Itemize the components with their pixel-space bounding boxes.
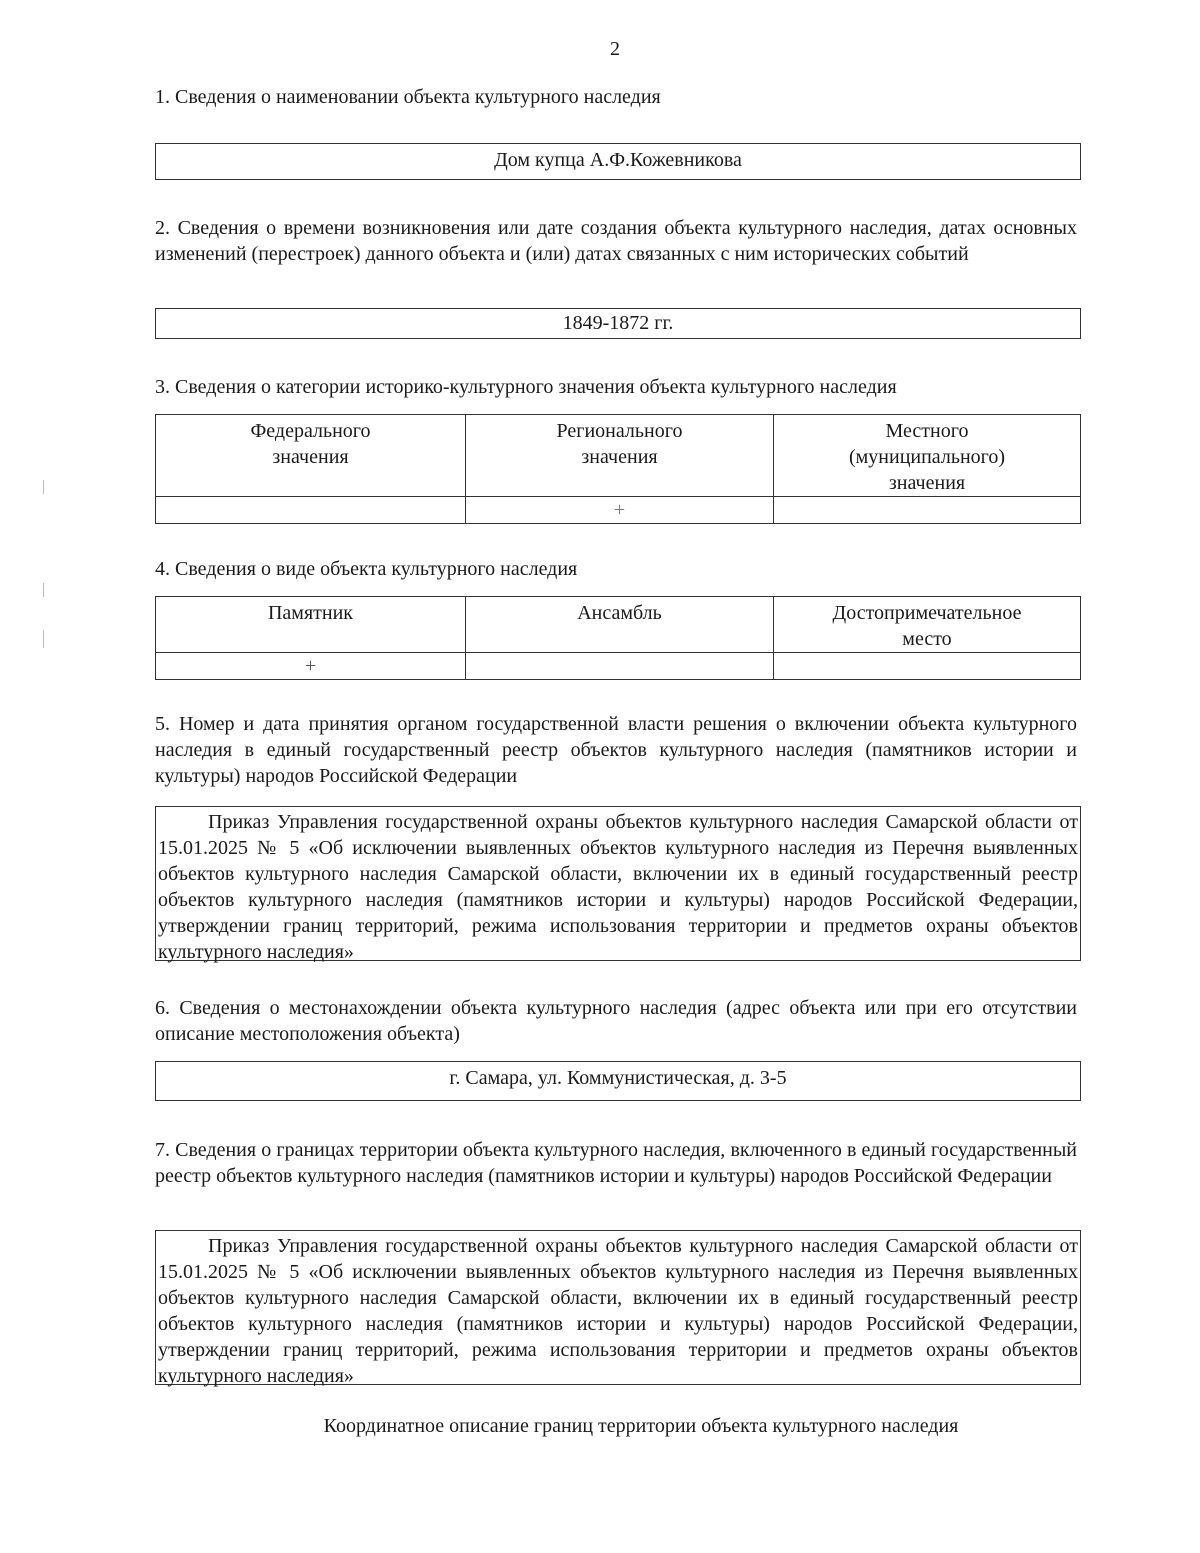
- registry-decision-text: Приказ Управления государственной охраны объектов культурного наследия Самарской области от 15.01.2025 № 5 «Об исключении выявленных объектов культурного наследия из Перечня выявленных объектов культурного наследия Самарской области, включении их в единый государственный реестр объектов культурного наследия (памятников истории и культуры) народов Российской Федерации, утверждении границ территорий, режима использования территории и предметов охраны объектов культурного наследия»: [158, 811, 1078, 963]
- margin-scan-mark: [43, 480, 44, 494]
- section-7-heading: 7. Сведения о границах территории объекта культурного наследия, включенного в единый государственный реестр объектов культурного наследия (памятников истории и культуры) народов Российской Федерации: [155, 1139, 1077, 1187]
- type-landmark-mark: [774, 653, 1081, 680]
- category-regional-header: Регионального значения: [466, 415, 774, 497]
- boundaries-decision-text: Приказ Управления государственной охраны объектов культурного наследия Самарской области от 15.01.2025 № 5 «Об исключении выявленных объектов культурного наследия из Перечня выявленных объектов культурного наследия Самарской области, включении их в единый государственный реестр объектов культурного наследия (памятников истории и культуры) народов Российской Федерации, утверждении границ территорий, режима использования территории и предметов охраны объектов культурного наследия»: [158, 1235, 1078, 1387]
- creation-dates: 1849-1872 гг.: [562, 312, 674, 334]
- type-ensemble-mark: [466, 653, 774, 680]
- section-6-value-box: [155, 1061, 1081, 1101]
- category-federal-mark: [156, 497, 466, 524]
- object-address: г. Самара, ул. Коммунистическая, д. 3-5: [449, 1067, 787, 1089]
- type-landmark-header: Достопримечательное место: [774, 597, 1081, 653]
- section-2-heading: 2. Сведения о времени возникновения или дате создания объекта культурного наследия, датах основных изменений (перестроек) данного объекта и (или) датах связанных с ним исторических событий: [155, 217, 1077, 265]
- coordinate-description-caption: Координатное описание границ территории объекта культурного наследия: [323, 1415, 959, 1437]
- object-type-table: [155, 596, 1081, 680]
- category-local-mark: [774, 497, 1081, 524]
- section-2-value-box: [155, 308, 1081, 339]
- category-federal-header: Федерального значения: [156, 415, 466, 497]
- type-monument-header: Памятник: [156, 597, 466, 653]
- page-number: 2: [610, 38, 620, 60]
- section-1-heading: 1. Сведения о наименовании объекта культурного наследия: [155, 86, 661, 108]
- margin-scan-mark: [43, 583, 44, 597]
- margin-scan-mark: [43, 630, 44, 648]
- section-5-heading: 5. Номер и дата принятия органом государственной власти решения о включении объекта культурного наследия в единый государственный реестр объектов культурного наследия (памятников истории и культуры) народов Российской Федерации: [155, 713, 1077, 787]
- section-6-heading: 6. Сведения о местонахождении объекта культурного наследия (адрес объекта или при его отсутствии описание местоположения объекта): [155, 997, 1077, 1045]
- section-7-value-box: [155, 1230, 1081, 1385]
- object-name: Дом купца А.Ф.Кожевникова: [494, 149, 742, 171]
- section-3-heading: 3. Сведения о категории историко-культурного значения объекта культурного наследия: [155, 376, 897, 398]
- type-monument-mark: +: [156, 653, 466, 680]
- section-1-value-box: [155, 143, 1081, 180]
- section-5-value-box: [155, 806, 1081, 961]
- section-4-heading: 4. Сведения о виде объекта культурного наследия: [155, 558, 578, 580]
- type-ensemble-header: Ансамбль: [466, 597, 774, 653]
- category-local-header: Местного (муниципального) значения: [774, 415, 1081, 497]
- category-regional-mark: +: [466, 497, 774, 524]
- category-table: [155, 414, 1081, 524]
